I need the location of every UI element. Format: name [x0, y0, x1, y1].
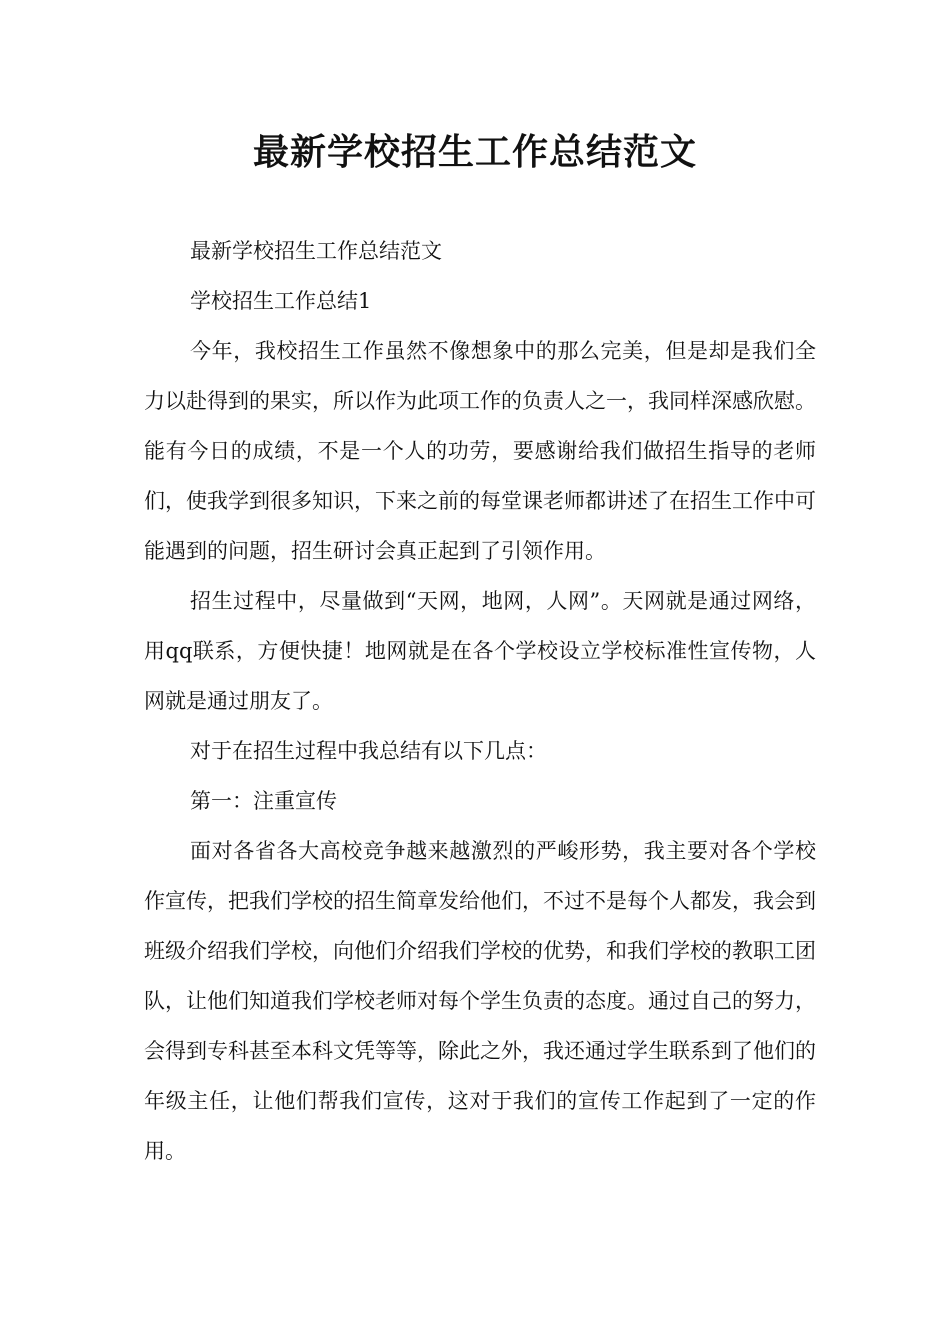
- paragraph-point-one-body: 面对各省各大高校竞争越来越激烈的严峻形势，我主要对各个学校作宣传，把我们学校的招生简章发给他们，不过不是每个人都发，我会到班级介绍我们学校，向他们介绍我们学校的优势，和我们学校的教职工团队，让他们知道我们学校老师对每个学生负责的态度。通过自己的努力，会得到专科甚至本科文凭等等，除此之外，我还通过学生联系到了他们的年级主任，让他们帮我们宣传，这对于我们的宣传工作起到了一定的作用。: [144, 839, 816, 1163]
- document-body: [144, 226, 816, 1176]
- paragraph-summary-lead: 对于在招生过程中我总结有以下几点：: [190, 739, 547, 763]
- paragraph-section-heading: 学校招生工作总结1: [190, 289, 372, 313]
- document-title: 最新学校招生工作总结范文: [252, 132, 697, 173]
- paragraph-point-one-heading: 第一：注重宣传: [190, 789, 337, 813]
- paragraph-intro: 今年，我校招生工作虽然不像想象中的那么完美，但是却是我们全力以赴得到的果实，所以作为此项工作的负责人之一，我同样深感欣慰。能有今日的成绩，不是一个人的功劳，要感谢给我们做招生指导的老师们，使我学到很多知识，下来之前的每堂课老师都讲述了在招生工作中可能遇到的问题，招生研讨会真正起到了引领作用。: [144, 339, 816, 563]
- paragraph-subtitle: 最新学校招生工作总结范文: [190, 239, 442, 263]
- paragraph-three-nets: 招生过程中，尽量做到“天网，地网，人网”。天网就是通过网络，用qq联系，方便快捷！地网就是在各个学校设立学校标准性宣传物，人网就是通过朋友了。: [144, 589, 816, 713]
